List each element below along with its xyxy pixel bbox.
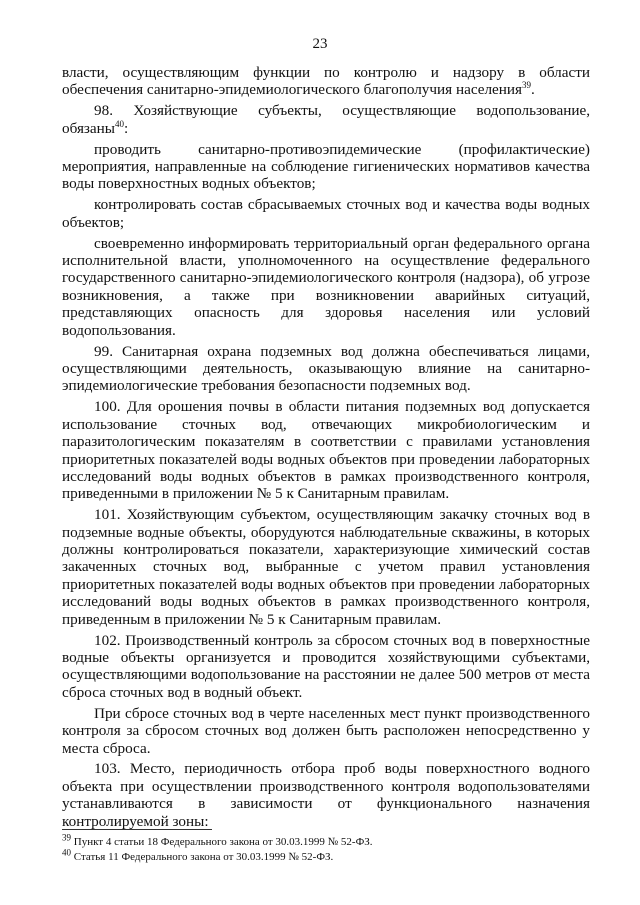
document-body (62, 64, 590, 834)
footnote: $^{39}$ Пункт 4 статьи 18 Федерального закона от 30.03.1999 № 52-ФЗ. (62, 832, 373, 848)
page-number: 23 (312, 36, 328, 52)
paragraph-103: 103. Место, периодичность отбора проб воды поверхностного водного объекта при осуществлении производственного контроля водопользователями устанавливаются в зависимости от функционального назначения контролируемой зоны: (62, 760, 590, 830)
paragraph-99: 99. Санитарная охрана подземных вод должна обеспечиваться лицами, осуществляющими деятельность, оказывающую влияние на санитарно-эпидемиологические требования безопасности подземных вод. (62, 342, 590, 395)
paragraph: проводить санитарно-противоэпидемические (профилактические) мероприятия, направленные на соблюдение гигиенических нормативов качества воды поверхностных водных объектов; (62, 140, 590, 193)
paragraph-100: 100. Для орошения почвы в области питания подземных вод допускается использование сточных вод, отвечающих микробиологическим и паразитологическим показателям в соответствии с правилами установления приоритетных показателей воды водных объектов при проведении лабораторных исследований воды водных объектов в рамках производственного контроля, приведенными в приложении № 5 к Санитарным правилам. (62, 398, 590, 503)
footnote: $^{40}$ Статья 11 Федерального закона от 30.03.1999 № 52-ФЗ. (62, 847, 334, 863)
footnote-divider (62, 829, 212, 830)
footnote-ref: 40 (115, 118, 125, 129)
paragraph: власти, осуществляющим функции по контролю и надзору в области обеспечения санитарно-эпидемиологического благополучия населения$^{39}$. (62, 64, 590, 99)
paragraph-101: 101. Хозяйствующим субъектом, осуществляющим закачку сточных вод в подземные водные объекты, оборудуются наблюдательные скважины, в которых должны контролироваться показатели, характеризующие химический состав закаченных сточных вод, выбранные с учетом правил установления приоритетных показателей воды водных объектов при проведении лабораторных исследований воды водных объектов в рамках производственного контроля, приведенным в приложении № 5 к Санитарным правилам. (62, 506, 590, 628)
footnote-ref: 39 (522, 80, 532, 91)
paragraph: контролировать состав сбрасываемых сточных вод и качества воды водных объектов; (62, 196, 590, 231)
paragraph-98: 98. Хозяйствующие субъекты, осуществляющие водопользование, обязаны$^{40}$: (62, 102, 590, 137)
paragraph-102: 102. Производственный контроль за сбросом сточных вод в поверхностные водные объекты организуется и проводится хозяйствующими субъектами, осуществляющими водопользование на расстоянии не далее 500 метров от места сброса сточных вод в водный объект. (62, 631, 590, 701)
paragraph: своевременно информировать территориальный орган федерального органа исполнительной власти, уполномоченного на осуществление федерального государственного санитарно-эпидемиологического контроля (надзора), об угрозе возникновения, а также при возникновении аварийных ситуаций, представляющих опасность для здоровья населения или условий водопользования. (62, 234, 590, 339)
paragraph: При сбросе сточных вод в черте населенных мест пункт производственного контроля за сбросом сточных вод должен быть расположен непосредственно у места сброса. (62, 704, 590, 757)
